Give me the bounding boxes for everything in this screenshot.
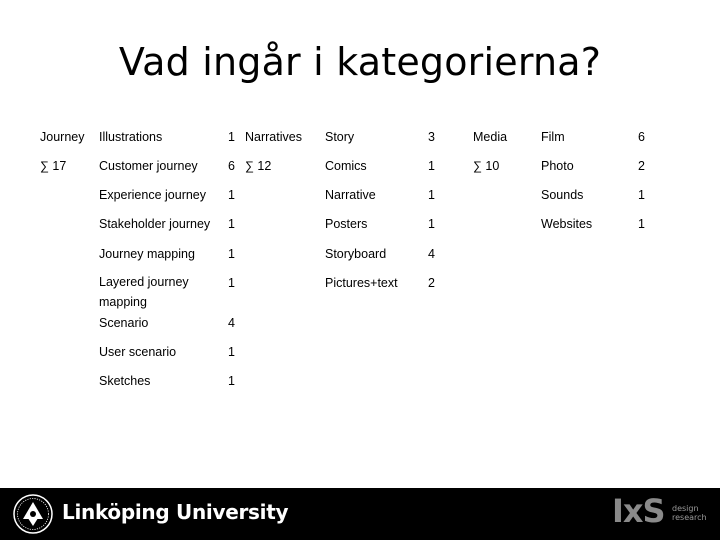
illustrations-count: 1 <box>228 130 235 144</box>
list-item-count: 6 <box>638 130 645 144</box>
list-item-count: 4 <box>428 247 435 261</box>
list-item: Experience journey <box>99 188 207 202</box>
list-item: Film <box>541 130 565 144</box>
list-item-count: 1 <box>228 217 235 231</box>
journey-header: Journey <box>40 130 85 144</box>
list-item: Narrative <box>325 188 376 202</box>
narratives-sum: ∑ 12 <box>245 159 272 173</box>
list-item-count: 2 <box>638 159 645 173</box>
slide-title: Vad ingår i kategorierna? <box>118 40 602 84</box>
illustrations-label: Illustrations <box>99 130 163 144</box>
list-item-count: 1 <box>428 217 435 231</box>
list-item: Stakeholder journey <box>99 217 211 231</box>
list-item-count: 1 <box>638 188 645 202</box>
ixs-subtitle-line: design <box>672 504 699 513</box>
ixs-logo: IxS <box>612 492 665 530</box>
media-sum: ∑ 10 <box>473 159 500 173</box>
list-item-count: 1 <box>638 217 645 231</box>
ixs-subtitle <box>672 504 707 522</box>
list-item-count: 1 <box>428 188 435 202</box>
journey-sum: ∑ 17 <box>40 159 67 173</box>
list-item: User scenario <box>99 345 177 359</box>
ixs-subtitle-line: research <box>672 513 707 522</box>
list-item: Sketches <box>99 374 151 388</box>
list-item-count: 6 <box>228 159 235 173</box>
list-item-count: 1 <box>228 247 235 261</box>
list-item: Story <box>325 130 355 144</box>
list-item: Websites <box>541 217 593 231</box>
list-item-count: 4 <box>228 316 235 330</box>
media-header: Media <box>473 130 508 144</box>
list-item: Layered journey mapping <box>99 275 189 309</box>
narratives-header: Narratives <box>245 130 302 144</box>
list-item: Pictures+text <box>325 276 398 290</box>
list-item-count: 1 <box>228 374 235 388</box>
list-item: Scenario <box>99 316 149 330</box>
list-item: Storyboard <box>325 247 387 261</box>
footer-bar <box>0 488 720 540</box>
list-item: Photo <box>541 159 574 173</box>
list-item-count: 1 <box>428 159 435 173</box>
list-item: Posters <box>325 217 368 231</box>
list-item: Journey mapping <box>99 247 195 261</box>
list-item-count: 1 <box>228 188 235 202</box>
list-item: Sounds <box>541 188 584 202</box>
list-item: Customer journey <box>99 159 198 173</box>
list-item: Comics <box>325 159 367 173</box>
list-item-count: 1 <box>228 345 235 359</box>
list-item-count: 2 <box>428 276 435 290</box>
list-item-count: 1 <box>228 276 235 290</box>
list-item-count: 3 <box>428 130 435 144</box>
university-name: Linköping University <box>62 500 289 524</box>
university-seal-icon <box>12 493 54 535</box>
